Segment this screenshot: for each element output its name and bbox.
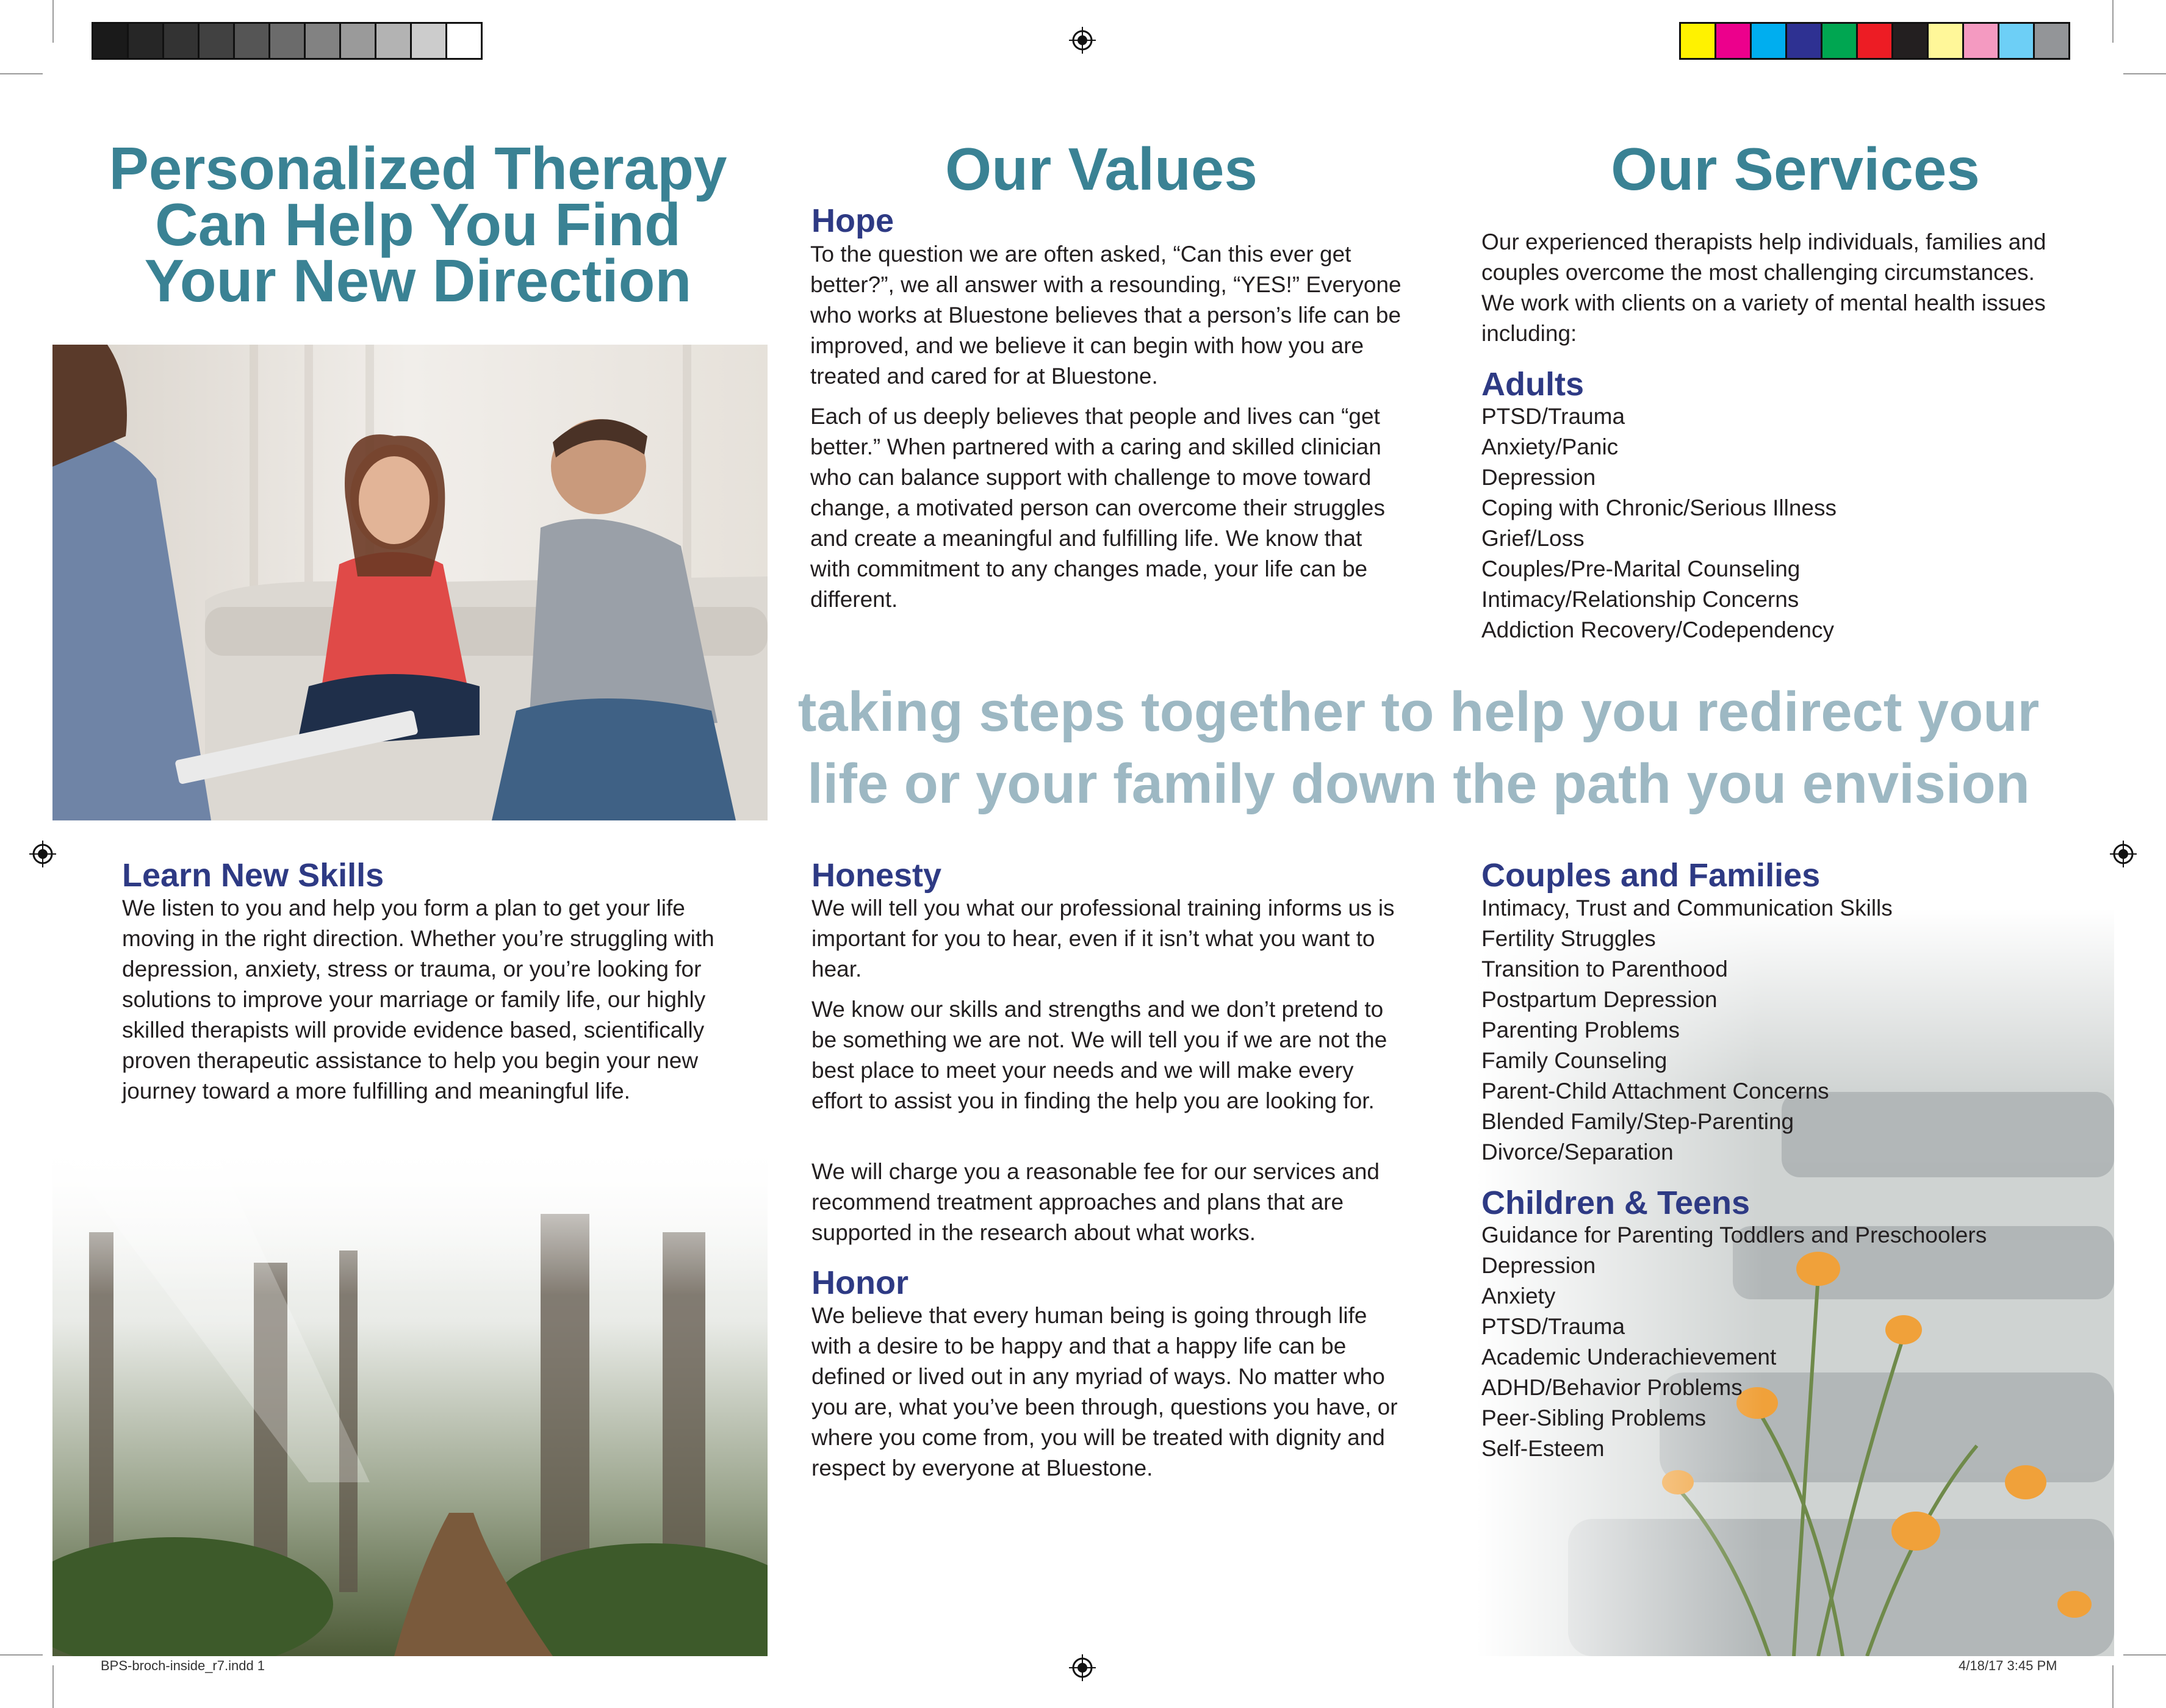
learn-body: We listen to you and help you form a plan to get your life moving in the right direction. Whether you’re struggling with depression, anxiety, stress or trauma, or you’re looking for solutions to improve your marriage or family life, our highly skilled therapists will provide evidence based, scientifically proven therapeutic assistance to help you begin your new journey toward a more fulfilling and meaningful life. — [122, 895, 714, 1103]
therapy-session-photo — [52, 345, 768, 820]
color-swatch — [1962, 22, 1999, 60]
hope-heading: Hope — [811, 203, 894, 239]
honor-paragraph: We believe that every human being is going through life with a desire to be happy and that a happy life can be defined or lived out in any myriad of ways. No matter who you are, what you’ve been through, questions you have, or where you come from, you will be treated with dignity and respect by everyone at Bluestone. — [811, 1303, 1398, 1480]
tagline-line: life or your family down the path you envision — [807, 753, 2030, 815]
list-item: Self-Esteem — [1481, 1436, 1605, 1461]
date-slug: 4/18/17 3:45 PM — [1959, 1658, 2057, 1673]
registration-mark-icon — [29, 841, 56, 867]
color-swatch — [1856, 22, 1893, 60]
color-swatch — [1821, 22, 1858, 60]
honor-heading: Honor — [811, 1265, 908, 1301]
couples-families-list — [1481, 893, 1893, 1168]
honesty-paragraph-1: We will tell you what our professional training informs us is important for you to hear, even if it isn’t what you want to hear. — [811, 895, 1395, 981]
color-swatch — [162, 22, 200, 60]
color-swatch — [304, 22, 341, 60]
learn-heading: Learn New Skills — [122, 857, 384, 894]
list-item: Peer-Sibling Problems — [1481, 1405, 1707, 1430]
color-swatch — [1927, 22, 1964, 60]
list-item: Intimacy, Trust and Communication Skills — [1481, 895, 1893, 920]
color-swatch — [92, 22, 129, 60]
list-item: Couples/Pre-Marital Counseling — [1481, 556, 1801, 581]
color-swatch — [375, 22, 412, 60]
list-item: PTSD/Trauma — [1481, 1314, 1625, 1339]
color-swatch — [1714, 22, 1752, 60]
list-item: Transition to Parenthood — [1481, 956, 1728, 981]
list-item: Guidance for Parenting Toddlers and Preschoolers — [1481, 1222, 1987, 1247]
honesty-paragraph-2: We know our skills and strengths and we don’t pretend to be something we are not. We will tell you if we are not the best place to meet your needs and we will make every effort to assist you in finding the help you are looking for. — [811, 997, 1387, 1113]
hope-paragraph-1: To the question we are often asked, “Can this ever get better?”, we all answer with a resounding, “YES!” Everyone who works at Bluestone believes that a person’s life can be improved, and we believe it can begin with how you are treated and cared for at Bluestone. — [810, 242, 1401, 389]
list-item: Intimacy/Relationship Concerns — [1481, 587, 1799, 612]
services-title: Our Services — [1611, 135, 1980, 203]
honesty-heading: Honesty — [811, 857, 942, 894]
list-item: Anxiety/Panic — [1481, 434, 1619, 459]
children-teens-list — [1481, 1220, 1987, 1464]
page-title — [67, 135, 769, 314]
couples-families-heading: Couples and Families — [1481, 857, 1821, 894]
registration-mark-icon — [1069, 1654, 1096, 1681]
color-swatch — [1679, 22, 1716, 60]
adults-heading: Adults — [1481, 366, 1584, 403]
list-item: Fertility Struggles — [1481, 926, 1656, 951]
services-intro: Our experienced therapists help individuals, families and couples overcome the most challenging circumstances. We work with clients on a variety of mental health issues including: — [1481, 229, 2046, 346]
list-item: Depression — [1481, 1253, 1596, 1278]
color-swatch — [410, 22, 447, 60]
color-swatch — [1998, 22, 2035, 60]
list-item: ADHD/Behavior Problems — [1481, 1375, 1743, 1400]
color-swatch — [127, 22, 164, 60]
color-swatch — [339, 22, 376, 60]
color-swatch — [268, 22, 306, 60]
adults-list — [1481, 401, 1837, 645]
color-swatch — [1785, 22, 1822, 60]
title-line: Your New Direction — [144, 247, 692, 314]
hope-paragraph-2: Each of us deeply believes that people and lives can “get better.” When partnered with a caring and skilled clinician who can balance support with challenge to move toward change, a motivated person can overcome their struggles and create a meaningful and fulfilling life. We know that with commitment to any changes made, your life can be different. — [810, 404, 1385, 612]
honesty-paragraph-3: We will charge you a reasonable fee for our services and recommend treatment approaches and plans that are supported in the research about what works. — [811, 1159, 1380, 1245]
list-item: PTSD/Trauma — [1481, 404, 1625, 429]
list-item: Divorce/Separation — [1481, 1139, 1674, 1164]
list-item: Blended Family/Step-Parenting — [1481, 1109, 1794, 1134]
tagline — [793, 676, 2044, 820]
title-line: Can Help You Find — [154, 191, 682, 258]
list-item: Depression — [1481, 465, 1596, 490]
list-item: Academic Underachievement — [1481, 1344, 1777, 1369]
color-swatch — [198, 22, 235, 60]
list-item: Parent-Child Attachment Concerns — [1481, 1078, 1829, 1103]
color-swatch — [2033, 22, 2070, 60]
values-title: Our Values — [944, 135, 1258, 203]
file-slug: BPS-broch-inside_r7.indd 1 — [101, 1658, 265, 1673]
list-item: Grief/Loss — [1481, 526, 1585, 551]
color-swatch — [233, 22, 270, 60]
list-item: Anxiety — [1481, 1283, 1556, 1308]
list-item: Addiction Recovery/Codependency — [1481, 617, 1834, 642]
color-swatch — [1891, 22, 1929, 60]
title-line: Personalized Therapy — [109, 135, 727, 202]
list-item: Coping with Chronic/Serious Illness — [1481, 495, 1837, 520]
forest-path-photo — [52, 1141, 768, 1656]
color-swatch — [1750, 22, 1787, 60]
list-item: Postpartum Depression — [1481, 987, 1718, 1012]
list-item: Parenting Problems — [1481, 1017, 1680, 1042]
children-teens-heading: Children & Teens — [1481, 1185, 1750, 1221]
registration-mark-icon — [2110, 841, 2137, 867]
registration-mark-icon — [1069, 27, 1096, 54]
tagline-line: taking steps together to help you redirect your — [797, 681, 2040, 743]
list-item: Family Counseling — [1481, 1048, 1668, 1073]
color-swatch — [445, 22, 483, 60]
